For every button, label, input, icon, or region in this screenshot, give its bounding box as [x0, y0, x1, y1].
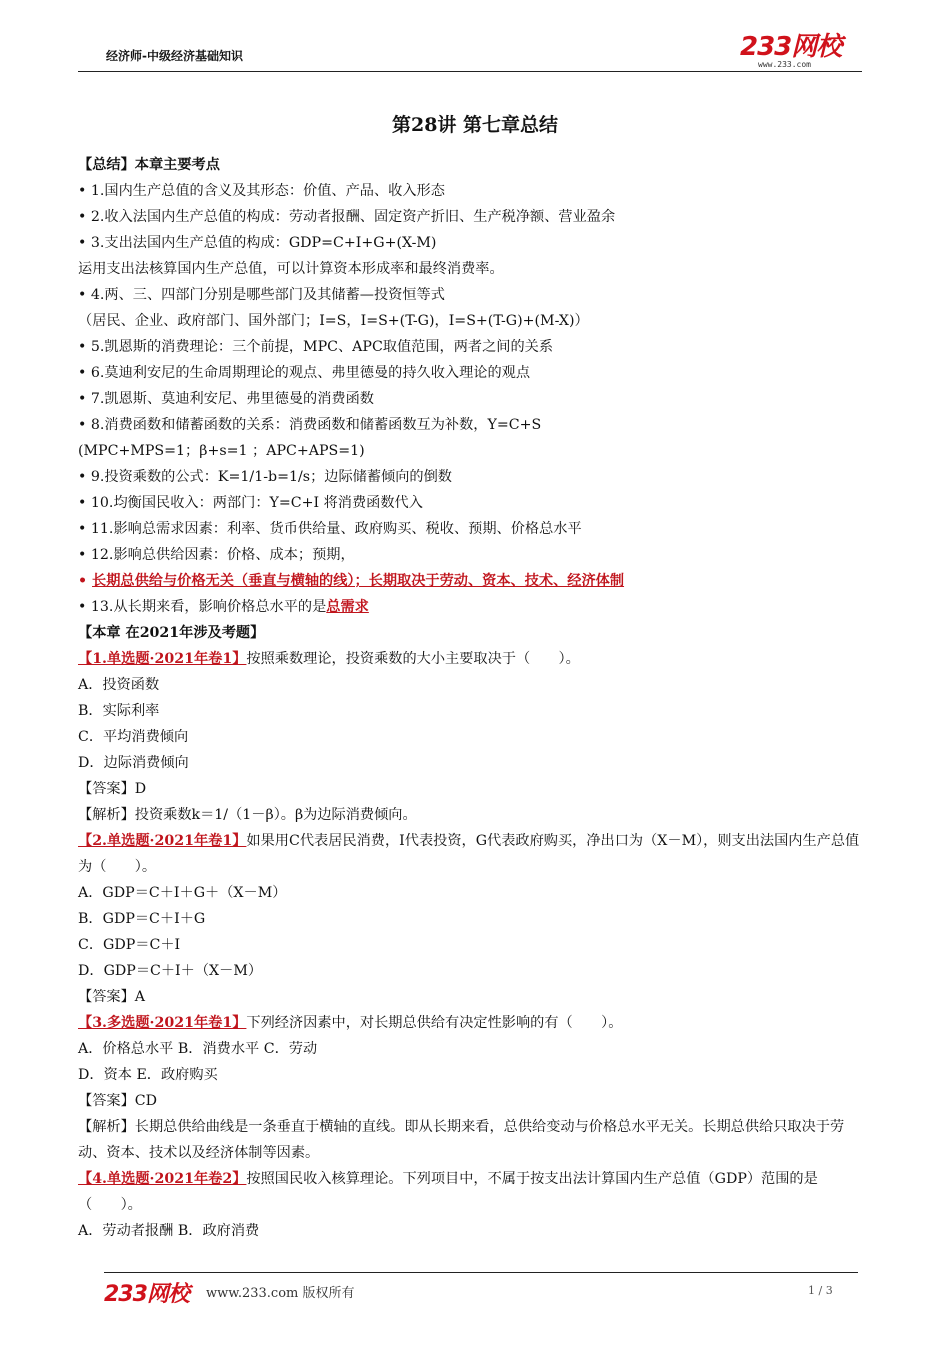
question-option: B．GDP＝C＋I＋G: [78, 911, 206, 927]
summary-line: • 11.影响总需求因素：利率、货币供给量、政府购买、税收、预期、价格总水平: [78, 521, 582, 537]
summary-line: • 2.收入法国内生产总值的构成：劳动者报酬、固定资产折旧、生产税净额、营业盈余: [78, 209, 616, 225]
summary-line: • 4.两、三、四部门分别是哪些部门及其储蓄—投资恒等式: [78, 287, 445, 303]
question-option: A．投资函数: [78, 677, 160, 693]
summary-line: • 6.莫迪利安尼的生命周期理论的观点、弗里德曼的持久收入理论的观点: [78, 365, 531, 381]
question-text: 按照乘数理论，投资乘数的大小主要取决于（ ）。: [246, 651, 580, 667]
summary-line: 运用支出法核算国内生产总值，可以计算资本形成率和最终消费率。: [78, 261, 504, 277]
question-text: 如果用C代表居民消费，I代表投资，G代表政府购买，净出口为（X－M），则支出法国内生产总值为（ ）。: [78, 833, 860, 875]
summary-line: • 10.均衡国民收入：两部门：Y=C+I 将消费函数代入: [78, 495, 423, 511]
page-title: 第28讲 第七章总结: [391, 114, 559, 136]
summary-line: • 12.影响总供给因素：价格、成本；预期，: [78, 547, 355, 563]
question-option: A．GDP＝C＋I＋G＋（X－M）: [78, 885, 287, 901]
highlight-line: [78, 568, 870, 594]
header-course-name: 经济师-中级经济基础知识: [106, 49, 243, 63]
item13-prefix: • 13.从长期来看，影响价格总水平的是: [78, 599, 327, 615]
question-analysis: 【解析】长期总供给曲线是一条垂直于横轴的直线。即从长期来看，总供给变动与价格总水平无关。长期总供给只取决于劳动、资本、技术以及经济体制等因素。: [78, 1119, 845, 1161]
summary-heading: 【总结】本章主要考点: [78, 157, 220, 173]
exam-heading: 【本章 在2021年涉及考题】: [78, 625, 265, 641]
question-option: C．GDP＝C＋I: [78, 937, 181, 953]
question-text: 下列经济因素中，对长期总供给有决定性影响的有（ ）。: [246, 1015, 623, 1031]
highlight-bullet: •: [78, 573, 93, 589]
header-logo[interactable]: [740, 34, 860, 69]
question-text: 按照国民收入核算理论。下列项目中，不属于按支出法计算国内生产总值（GDP）范围的是（ ）。: [78, 1171, 818, 1213]
document-body: [78, 152, 870, 1244]
summary-line: • 9.投资乘数的公式：K=1/1-b=1/s；边际储蓄倾向的倒数: [78, 469, 452, 485]
logo-url: www.233.com: [758, 60, 811, 69]
question-option: D．边际消费倾向: [78, 755, 189, 771]
question-option: D．GDP＝C＋I＋（X－M）: [78, 963, 263, 979]
question-answer: 【答案】CD: [78, 1093, 157, 1109]
question-analysis: 【解析】投资乘数k＝1/（1－β）。β为边际消费倾向。: [78, 807, 417, 823]
question-answer: 【答案】D: [78, 781, 147, 797]
item13-answer: 总需求: [326, 599, 369, 615]
summary-line: • 5.凯恩斯的消费理论：三个前提，MPC、APC取值范围，两者之间的关系: [78, 339, 554, 355]
question-4-stem: [78, 1166, 870, 1218]
logo-brand: 233网校: [740, 32, 842, 62]
page-number: 1 / 3: [808, 1284, 833, 1297]
summary-line: (MPC+MPS=1；β+s=1 ；APC+APS=1): [78, 443, 365, 459]
summary-line: • 7.凯恩斯、莫迪利安尼、弗里德曼的消费函数: [78, 391, 374, 407]
summary-line-13: [78, 594, 870, 620]
question-option: A．价格总水平 B．消费水平 C．劳动: [78, 1041, 318, 1057]
highlight-text: 长期总供给与价格无关（垂直与横轴的线）；长期取决于劳动、资本、技术、经济体制: [92, 573, 625, 589]
footer-logo[interactable]: 233网校: [104, 1282, 189, 1307]
summary-line: （居民、企业、政府部门、国外部门；I=S，I=S+(T-G)，I=S+(T-G)+(M-X)）: [78, 313, 589, 329]
footer-divider: [104, 1272, 858, 1273]
question-option: C．平均消费倾向: [78, 729, 189, 745]
question-answer: 【答案】A: [78, 989, 145, 1005]
summary-line: • 3.支出法国内生产总值的构成：GDP=C+I+G+(X-M): [78, 235, 437, 251]
question-tag: 【3.多选题·2021年卷1】: [78, 1015, 247, 1031]
header-divider: [78, 71, 862, 72]
summary-line: • 8.消费函数和储蓄函数的关系：消费函数和储蓄函数互为补数，Y=C+S: [78, 417, 542, 433]
question-tag: 【1.单选题·2021年卷1】: [78, 651, 247, 667]
summary-line: • 1.国内生产总值的含义及其形态：价值、产品、收入形态: [78, 183, 445, 199]
question-option: B．实际利率: [78, 703, 160, 719]
question-option: D．资本 E．政府购买: [78, 1067, 218, 1083]
question-tag: 【2.单选题·2021年卷1】: [78, 833, 247, 849]
question-2-stem: [78, 828, 870, 880]
question-tag: 【4.单选题·2021年卷2】: [78, 1171, 247, 1187]
question-1-stem: [78, 646, 870, 672]
question-3-stem: [78, 1010, 870, 1036]
footer-copyright: www.233.com 版权所有: [206, 1286, 355, 1301]
question-option: A．劳动者报酬 B．政府消费: [78, 1223, 260, 1239]
